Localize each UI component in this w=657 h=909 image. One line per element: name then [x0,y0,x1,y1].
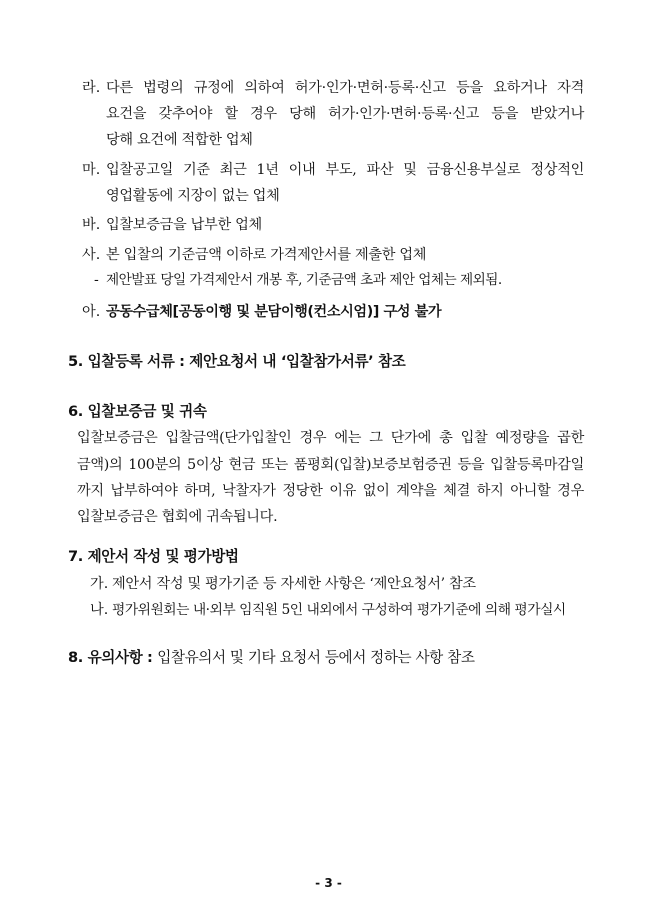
section-6-line-2: 금액)의 100분의 5이상 현금 또는 품평회(입찰)보증보험증권 등을 입찰등록마감일 [77,457,584,473]
section-7-item-ga-text: 제안서 작성 및 평가기준 등 자세한 사항은 ‘제안요청서’ 참조 [112,576,476,592]
sub-note-text: 제안발표 당일 가격제안서 개봉 후, 기준금액 초과 제안 업체는 제외됨. [106,272,502,288]
page-number: - 3 - [315,876,342,890]
item-ra-line-3: 당해 요건에 적합한 업체 [106,132,253,148]
sub-note-marker: - [94,272,99,288]
section-6-line-3: 까지 납부하여야 하며, 낙찰자가 정당한 이유 없이 계약을 체결 하지 아니할 경우 [77,483,584,499]
item-sa-line-1: 본 입찰의 기준금액 이하로 가격제안서를 제출한 업체 [106,247,427,263]
item-marker-ma: 마. [82,162,101,178]
section-7-item-marker-ga: 가. [90,576,109,592]
item-ba-line-1: 입찰보증금을 납부한 업체 [106,217,262,233]
section-7-item-na-text: 평가위원회는 내·외부 임직원 5인 내외에서 구성하여 평가기준에 의해 평가실시 [112,602,566,618]
item-ma-line-1: 입찰공고일 기준 최근 1년 이내 부도, 파산 및 금융신용부실로 정상적인 [106,162,584,178]
section-5-heading [68,352,405,372]
item-marker-ba: 바. [82,217,101,233]
section-6-line-4: 입찰보증금은 협회에 귀속됩니다. [77,509,278,525]
section-8-heading [68,648,475,668]
item-marker-ah: 아. [82,304,101,320]
item-ma-line-2: 영업활동에 지장이 없는 업체 [106,188,280,204]
section-5-body: 제안요청서 내 ‘입찰참가서류’ 참조 [189,353,406,370]
section-6-line-1: 입찰보증금은 입찰금액(단가입찰인 경우 에는 그 단가에 총 입찰 예정량을 곱한 [77,430,584,446]
section-5-title: 5. 입찰등록 서류 : [68,353,185,370]
section-7-heading: 7. 제안서 작성 및 평가방법 [68,548,239,565]
item-ra-line-2: 요건을 갖추어야 할 경우 당해 허가·인가·면허·등록·신고 등을 받았거나 [106,106,584,122]
section-8-title: 8. 유의사항 : [68,649,153,666]
item-ah-text: 공동수급체[공동이행 및 분담이행(컨소시엄)] 구성 불가 [106,304,442,320]
section-7-item-marker-na: 나. [90,602,109,618]
item-marker-sa: 사. [82,247,101,263]
section-8-body: 입찰유의서 및 기타 요청서 등에서 정하는 사항 참조 [157,649,475,666]
item-marker-ra: 라. [82,80,101,96]
item-ra-line-1: 다른 법령의 규정에 의하여 허가·인가·면허·등록·신고 등을 요하거나 자격 [106,80,584,96]
section-6-heading: 6. 입찰보증금 및 귀속 [68,403,207,420]
